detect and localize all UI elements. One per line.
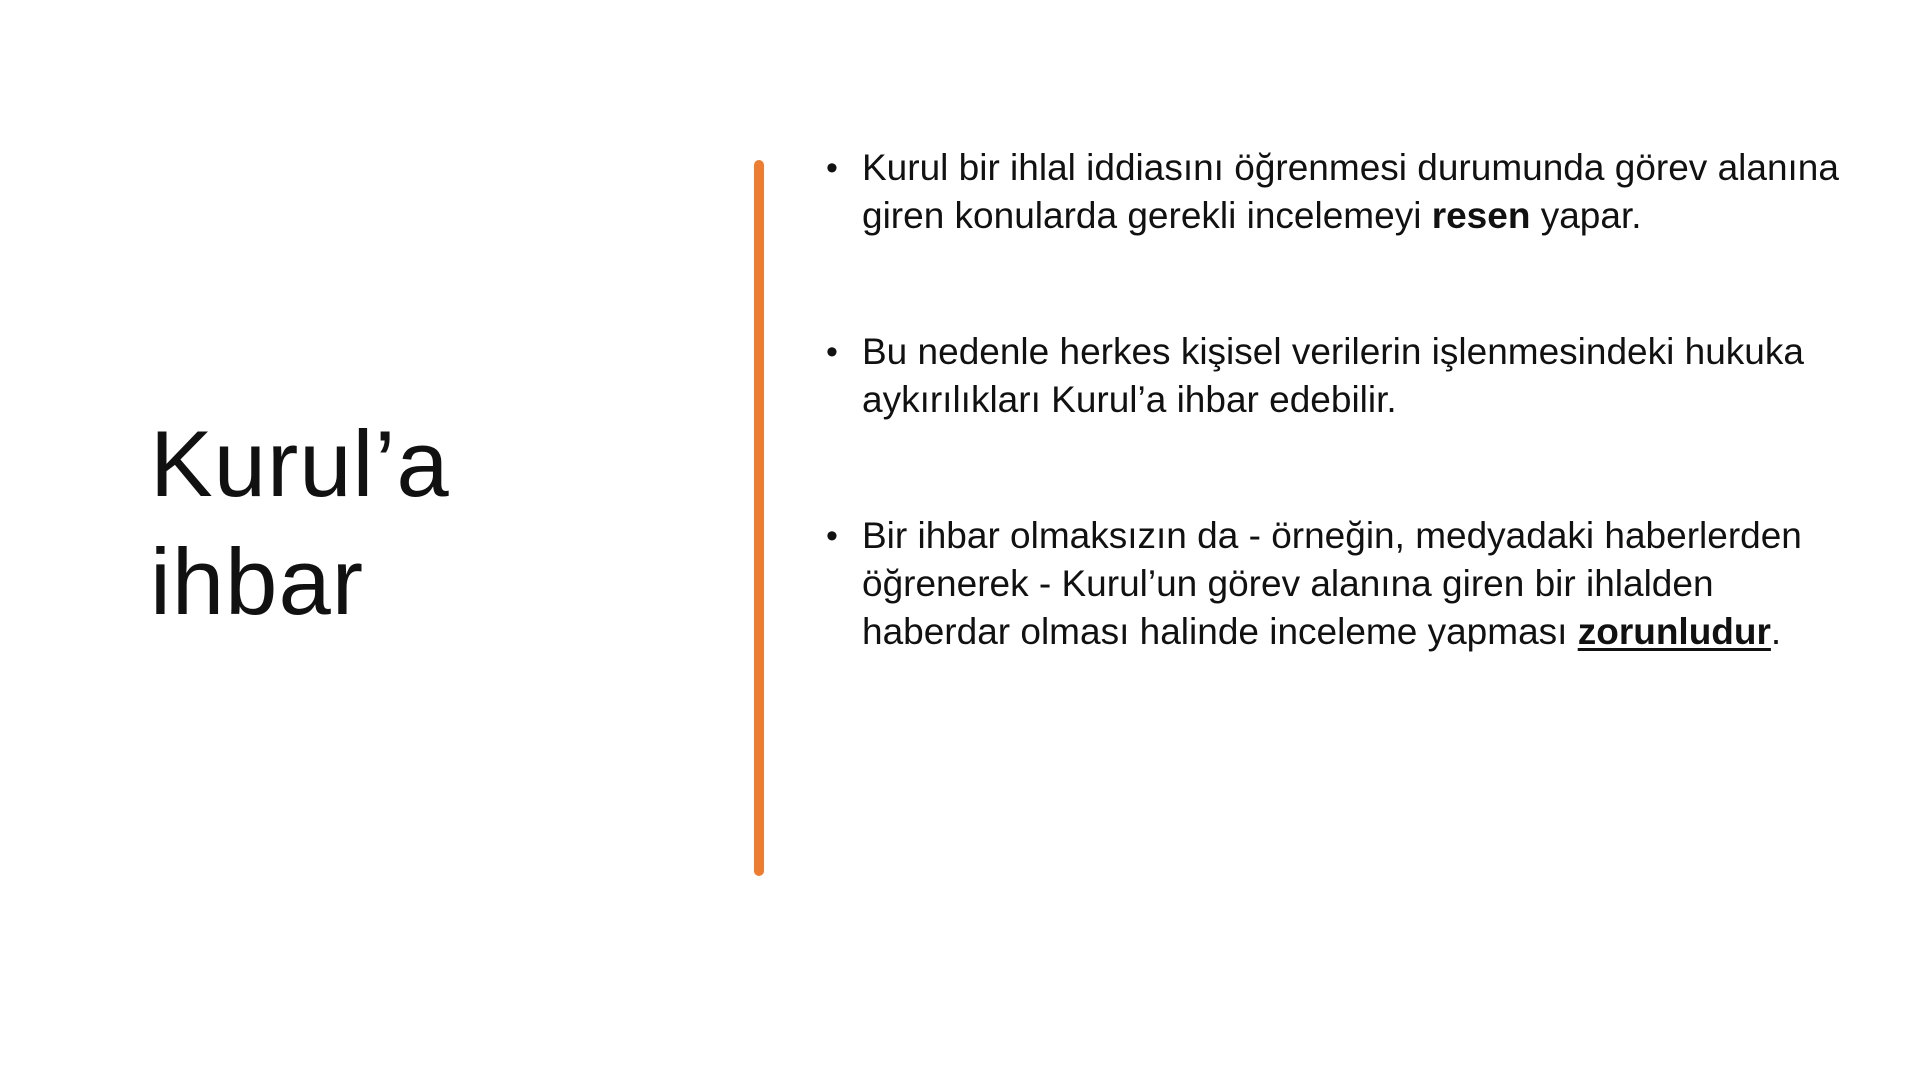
slide-title-line-2: ihbar — [150, 529, 365, 634]
bullet-1-text: Kurul bir ihlal iddiasını öğrenmesi durumunda görev alanına giren konularda gerekli incelemeyi — [862, 147, 1839, 236]
bullet-1-emphasis: resen — [1431, 195, 1531, 236]
bullet-dot-icon: • — [826, 149, 838, 187]
bullet-list — [822, 144, 1842, 656]
bullet-3-emphasis: zorunludur — [1577, 611, 1771, 652]
bullet-item-2 — [822, 328, 1842, 424]
bullet-item-1 — [822, 144, 1842, 240]
bullet-dot-icon: • — [826, 333, 838, 371]
bullet-2-text: Bu nedenle herkes kişisel verilerin işlenmesindeki hukuka aykırılıkları Kurul’a ihbar edebilir. — [862, 331, 1804, 420]
bullet-3-text-end: . — [1770, 611, 1782, 652]
bullet-3-text: Bir ihbar olmaksızın da - örneğin, medyadaki haberlerden öğrenerek - Kurul’un görev alanına giren bir ihlalden haberdar olması halinde inceleme yapması — [862, 515, 1802, 652]
slide-title-line-1: Kurul’a — [150, 411, 450, 516]
bullet-1-text-end: yapar. — [1530, 195, 1642, 236]
slide-title — [150, 405, 710, 641]
accent-divider-bar — [754, 160, 764, 876]
bullet-dot-icon: • — [826, 517, 838, 555]
bullet-item-3 — [822, 512, 1842, 656]
